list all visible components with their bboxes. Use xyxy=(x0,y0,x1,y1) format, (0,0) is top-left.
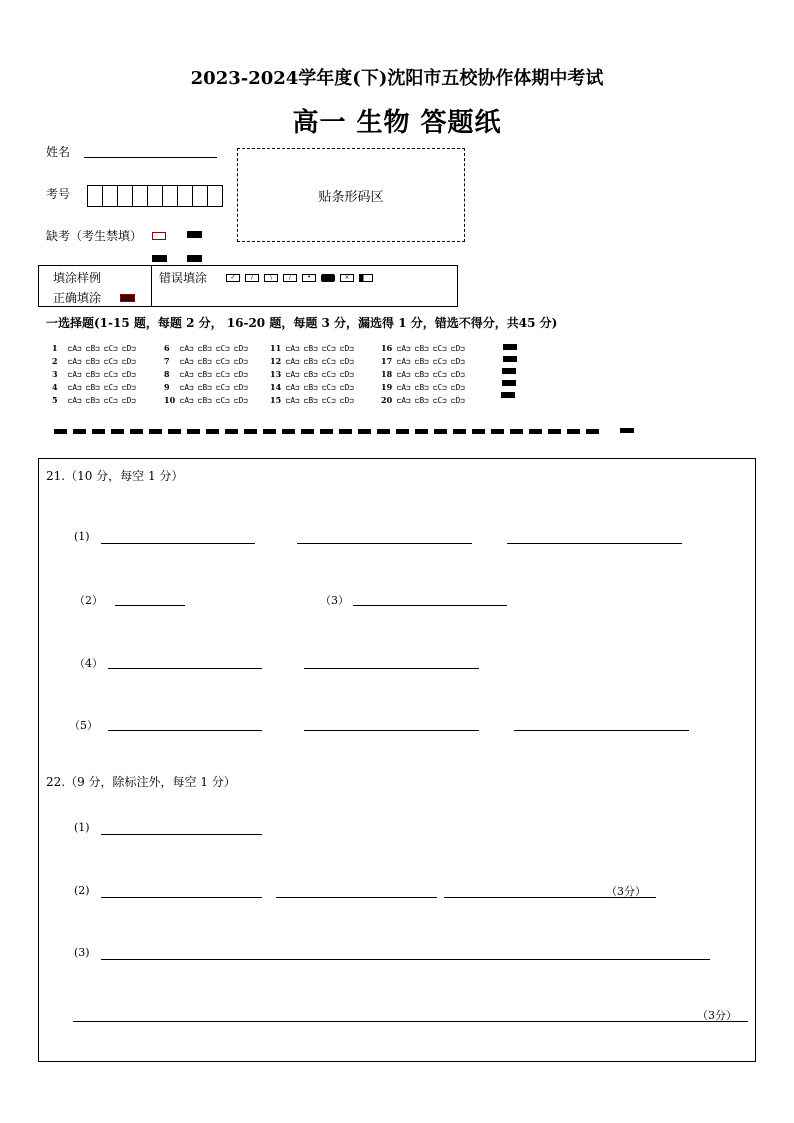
q21-label-5: （5） xyxy=(69,719,98,732)
q21-label-4: （4） xyxy=(74,657,103,670)
choice-column-2 xyxy=(164,342,248,407)
choice-row[interactable]: 19 ⊏A⊐ ⊏B⊐ ⊏C⊐ ⊏D⊐ xyxy=(381,382,465,392)
answer-line[interactable] xyxy=(304,668,479,669)
choice-row[interactable]: 18 ⊏A⊐ ⊏B⊐ ⊏C⊐ ⊏D⊐ xyxy=(381,369,465,379)
fill-legend xyxy=(38,265,458,307)
answer-line[interactable] xyxy=(276,897,437,898)
barcode-area xyxy=(237,148,465,242)
wrong-sample-backslash: \ xyxy=(264,274,278,282)
timing-dash xyxy=(244,429,257,434)
q22-score-2: （3分） xyxy=(606,885,646,898)
answer-line[interactable] xyxy=(115,605,185,606)
answer-line[interactable] xyxy=(101,543,255,544)
timing-mark xyxy=(503,344,517,350)
id-digit-box[interactable] xyxy=(192,185,208,207)
answer-line[interactable] xyxy=(304,730,479,731)
choice-row[interactable]: 3 ⊏A⊐ ⊏B⊐ ⊏C⊐ ⊏D⊐ xyxy=(52,369,136,379)
sheet-title: 高一 生物 答题纸 xyxy=(292,108,502,138)
wrong-fill-samples xyxy=(226,274,373,282)
timing-dash xyxy=(567,429,580,434)
q22-score-3: （3分） xyxy=(697,1009,737,1022)
wrong-sample-half xyxy=(359,274,373,282)
timing-mark xyxy=(501,392,515,398)
timing-dash xyxy=(453,429,466,434)
exam-title: 2023-2024学年度(下)沈阳市五校协作体期中考试 xyxy=(190,68,604,89)
choice-row[interactable]: 17 ⊏A⊐ ⊏B⊐ ⊏C⊐ ⊏D⊐ xyxy=(381,356,465,366)
choice-row[interactable]: 20 ⊏A⊐ ⊏B⊐ ⊏C⊐ ⊏D⊐ xyxy=(381,395,465,405)
choice-row[interactable]: 14 ⊏A⊐ ⊏B⊐ ⊏C⊐ ⊏D⊐ xyxy=(270,382,354,392)
timing-dash xyxy=(358,429,371,434)
timing-dash xyxy=(149,429,162,434)
timing-dash xyxy=(54,429,67,434)
answer-line[interactable] xyxy=(108,730,262,731)
answer-line[interactable] xyxy=(353,605,507,606)
q22-label-1: (1) xyxy=(74,821,90,834)
timing-dash xyxy=(320,429,333,434)
exam-id-label: 考号 xyxy=(46,187,71,201)
id-digit-box[interactable] xyxy=(117,185,133,207)
id-digit-box[interactable] xyxy=(177,185,193,207)
name-label: 姓名 xyxy=(46,145,71,159)
choice-column-3 xyxy=(270,342,354,407)
timing-dash xyxy=(73,429,86,434)
timing-dash xyxy=(548,429,561,434)
exam-id-boxes[interactable] xyxy=(87,185,222,207)
wrong-sample-slash: / xyxy=(245,274,259,282)
choice-row[interactable]: 7 ⊏A⊐ ⊏B⊐ ⊏C⊐ ⊏D⊐ xyxy=(164,356,248,366)
correct-label: 正确填涂 xyxy=(53,291,102,305)
timing-dash xyxy=(472,429,485,434)
wrong-sample-dot: • xyxy=(302,274,316,282)
id-digit-box[interactable] xyxy=(162,185,178,207)
timing-dash xyxy=(263,429,276,434)
timing-dash xyxy=(620,428,634,433)
timing-dash xyxy=(111,429,124,434)
wrong-sample-check: ✓ xyxy=(226,274,240,282)
section-choice-title: 一选择题(1-15 题，每题 2 分， 16-20 题，每题 3 分，漏选得 1 分，错选不得分，共45 分) xyxy=(46,316,558,330)
timing-dash xyxy=(434,429,447,434)
timing-dash xyxy=(225,429,238,434)
timing-dash xyxy=(339,429,352,434)
q22-label-3: (3) xyxy=(74,946,90,959)
choice-row[interactable]: 5 ⊏A⊐ ⊏B⊐ ⊏C⊐ ⊏D⊐ xyxy=(52,395,136,405)
id-digit-box[interactable] xyxy=(147,185,163,207)
answer-line[interactable] xyxy=(73,1021,748,1022)
timing-mark xyxy=(187,231,202,238)
timing-dash xyxy=(396,429,409,434)
choice-row[interactable]: 2 ⊏A⊐ ⊏B⊐ ⊏C⊐ ⊏D⊐ xyxy=(52,356,136,366)
timing-mark xyxy=(502,380,516,386)
timing-dash xyxy=(282,429,295,434)
timing-dash xyxy=(168,429,181,434)
answer-line[interactable] xyxy=(101,834,262,835)
timing-dash xyxy=(301,429,314,434)
wrong-sample-partial xyxy=(321,274,335,282)
timing-dash xyxy=(130,429,143,434)
choice-row[interactable]: 13 ⊏A⊐ ⊏B⊐ ⊏C⊐ ⊏D⊐ xyxy=(270,369,354,379)
choice-row[interactable]: 1 ⊏A⊐ ⊏B⊐ ⊏C⊐ ⊏D⊐ xyxy=(52,343,136,353)
q21-title: 21.（10 分，每空 1 分） xyxy=(46,469,184,483)
timing-mark xyxy=(152,255,167,262)
timing-dash xyxy=(586,429,599,434)
choice-row[interactable]: 11 ⊏A⊐ ⊏B⊐ ⊏C⊐ ⊏D⊐ xyxy=(270,343,354,353)
answer-box xyxy=(38,458,756,1062)
choice-row[interactable]: 16 ⊏A⊐ ⊏B⊐ ⊏C⊐ ⊏D⊐ xyxy=(381,343,465,353)
barcode-label: 贴条形码区 xyxy=(318,189,384,205)
choice-row[interactable]: 6 ⊏A⊐ ⊏B⊐ ⊏C⊐ ⊏D⊐ xyxy=(164,343,248,353)
id-digit-box[interactable] xyxy=(87,185,103,207)
wrong-label: 错误填涂 xyxy=(159,271,208,285)
absent-label: 缺考（考生禁填） xyxy=(46,229,143,243)
correct-fill-sample xyxy=(120,294,135,302)
timing-mark xyxy=(187,255,202,262)
q21-label-1: (1) xyxy=(74,530,90,543)
choice-row[interactable]: 12 ⊏A⊐ ⊏B⊐ ⊏C⊐ ⊏D⊐ xyxy=(270,356,354,366)
name-field[interactable] xyxy=(84,157,217,158)
q22-title: 22.（9 分，除标注外，每空 1 分） xyxy=(46,775,236,789)
id-digit-box[interactable] xyxy=(102,185,118,207)
timing-dash xyxy=(377,429,390,434)
choice-column-1 xyxy=(52,342,136,407)
q22-label-2: (2) xyxy=(74,884,90,897)
timing-dash xyxy=(491,429,504,434)
timing-dash xyxy=(510,429,523,434)
wrong-sample-slash: / xyxy=(283,274,297,282)
choice-row[interactable]: 15 ⊏A⊐ ⊏B⊐ ⊏C⊐ ⊏D⊐ xyxy=(270,395,354,405)
choice-row[interactable]: 10 ⊏A⊐ ⊏B⊐ ⊏C⊐ ⊏D⊐ xyxy=(164,395,248,405)
choice-row[interactable]: 9 ⊏A⊐ ⊏B⊐ ⊏C⊐ ⊏D⊐ xyxy=(164,382,248,392)
answer-line[interactable] xyxy=(108,668,262,669)
choice-row[interactable]: 8 ⊏A⊐ ⊏B⊐ ⊏C⊐ ⊏D⊐ xyxy=(164,369,248,379)
sample-label: 填涂样例 xyxy=(53,271,102,285)
answer-line[interactable] xyxy=(101,959,710,960)
answer-line[interactable] xyxy=(101,897,262,898)
q21-label-2: （2） xyxy=(74,594,103,607)
legend-divider xyxy=(151,266,152,306)
answer-line[interactable] xyxy=(514,730,689,731)
choice-row[interactable]: 4 ⊏A⊐ ⊏B⊐ ⊏C⊐ ⊏D⊐ xyxy=(52,382,136,392)
absent-checkbox[interactable] xyxy=(152,232,166,240)
wrong-sample-cross: × xyxy=(340,274,354,282)
q21-label-3: （3） xyxy=(320,594,349,607)
timing-dash xyxy=(415,429,428,434)
timing-dash xyxy=(92,429,105,434)
id-digit-box[interactable] xyxy=(132,185,148,207)
answer-line[interactable] xyxy=(297,543,472,544)
timing-mark xyxy=(502,368,516,374)
timing-dash-row xyxy=(54,429,599,434)
timing-dash xyxy=(206,429,219,434)
id-digit-box[interactable] xyxy=(207,185,223,207)
timing-dash xyxy=(529,429,542,434)
answer-line[interactable] xyxy=(507,543,682,544)
choice-column-4 xyxy=(381,342,465,407)
timing-mark xyxy=(503,356,517,362)
timing-dash xyxy=(187,429,200,434)
